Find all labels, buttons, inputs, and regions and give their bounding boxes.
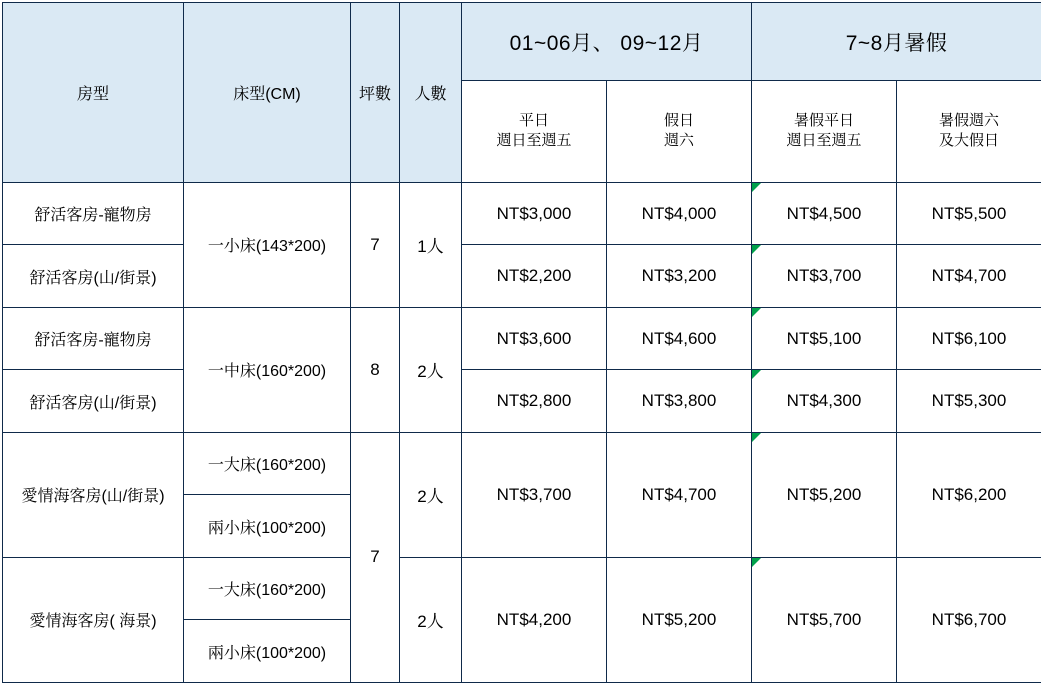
price-cell-weekday: NT$4,200 xyxy=(462,557,607,682)
bed-type-cell: 兩小床(100*200) xyxy=(184,495,351,558)
ping-cell: 8 xyxy=(351,307,400,432)
rate-column-summer-weekend-line1: 暑假週六 xyxy=(939,112,1000,130)
price-cell-weekend: NT$3,200 xyxy=(607,245,752,308)
ping-cell: 7 xyxy=(351,182,400,307)
column-header-room-type: 房型 xyxy=(3,3,184,183)
price-cell-summer-weekend: NT$6,700 xyxy=(897,557,1041,682)
room-rate-table xyxy=(2,2,1041,683)
room-type-cell: 舒活客房-寵物房 xyxy=(3,182,184,245)
season-header-offpeak: 01~06月、 09~12月 xyxy=(462,3,752,81)
rate-column-weekend-line1: 假日 xyxy=(664,112,695,130)
price-cell-weekend: NT$5,200 xyxy=(607,557,752,682)
bed-type-cell: 一大床(160*200) xyxy=(184,557,351,620)
price-cell-summer-weekend: NT$5,300 xyxy=(897,370,1041,433)
rate-column-weekday-line1: 平日 xyxy=(518,112,549,130)
people-cell: 1人 xyxy=(400,182,462,307)
bed-type-cell: 兩小床(100*200) xyxy=(184,620,351,683)
table-row xyxy=(3,370,1041,433)
price-cell-summer-weekend: NT$6,200 xyxy=(897,432,1041,557)
ping-cell: 7 xyxy=(351,432,400,682)
rate-column-summer-weekend-line2: 及大假日 xyxy=(939,132,1000,150)
season-header-summer: 7~8月暑假 xyxy=(752,3,1041,81)
rate-column-summer-weekday-line2: 週日至週五 xyxy=(786,132,862,150)
rate-column-summer-weekday-line1: 暑假平日 xyxy=(794,112,855,130)
price-cell-summer-weekend: NT$5,500 xyxy=(897,182,1041,245)
price-cell-weekday: NT$3,700 xyxy=(462,432,607,557)
column-header-ping: 坪數 xyxy=(351,3,400,183)
price-cell-weekend: NT$4,700 xyxy=(607,432,752,557)
people-cell: 2人 xyxy=(400,557,462,682)
price-cell-summer-weekday: NT$5,100 xyxy=(752,307,897,370)
price-cell-summer-weekend: NT$6,100 xyxy=(897,307,1041,370)
room-type-cell: 愛情海客房(山/街景) xyxy=(3,432,184,557)
rate-column-summer-weekday xyxy=(752,81,897,183)
rate-column-weekend-line2: 週六 xyxy=(664,132,695,150)
price-cell-summer-weekday: NT$3,700 xyxy=(752,245,897,308)
price-cell-summer-weekday: NT$5,200 xyxy=(752,432,897,557)
price-cell-weekend: NT$3,800 xyxy=(607,370,752,433)
people-cell: 2人 xyxy=(400,307,462,432)
rate-column-weekend xyxy=(607,81,752,183)
price-cell-summer-weekday: NT$4,500 xyxy=(752,182,897,245)
room-type-cell: 愛情海客房( 海景) xyxy=(3,557,184,682)
table-row xyxy=(3,182,1041,245)
people-cell: 2人 xyxy=(400,432,462,557)
column-header-bed-type: 床型(CM) xyxy=(184,3,351,183)
bed-type-cell: 一大床(160*200) xyxy=(184,432,351,495)
table-row xyxy=(3,307,1041,370)
bed-type-cell: 一中床(160*200) xyxy=(184,307,351,432)
rate-column-weekday xyxy=(462,81,607,183)
price-cell-weekend: NT$4,000 xyxy=(607,182,752,245)
room-type-cell: 舒活客房-寵物房 xyxy=(3,307,184,370)
rate-column-weekday-line2: 週日至週五 xyxy=(496,132,572,150)
price-cell-summer-weekday: NT$4,300 xyxy=(752,370,897,433)
bed-type-cell: 一小床(143*200) xyxy=(184,182,351,307)
column-header-people: 人數 xyxy=(400,3,462,183)
price-cell-weekend: NT$4,600 xyxy=(607,307,752,370)
table-row xyxy=(3,557,1041,620)
rate-column-summer-weekend xyxy=(897,81,1041,183)
table-row xyxy=(3,432,1041,495)
table-row xyxy=(3,245,1041,308)
room-type-cell: 舒活客房(山/街景) xyxy=(3,245,184,308)
header-row-seasons xyxy=(3,3,1041,81)
room-type-cell: 舒活客房(山/街景) xyxy=(3,370,184,433)
price-cell-summer-weekday: NT$5,700 xyxy=(752,557,897,682)
price-cell-weekday: NT$2,200 xyxy=(462,245,607,308)
price-cell-weekday: NT$3,600 xyxy=(462,307,607,370)
price-cell-weekday: NT$2,800 xyxy=(462,370,607,433)
price-cell-weekday: NT$3,000 xyxy=(462,182,607,245)
price-cell-summer-weekend: NT$4,700 xyxy=(897,245,1041,308)
